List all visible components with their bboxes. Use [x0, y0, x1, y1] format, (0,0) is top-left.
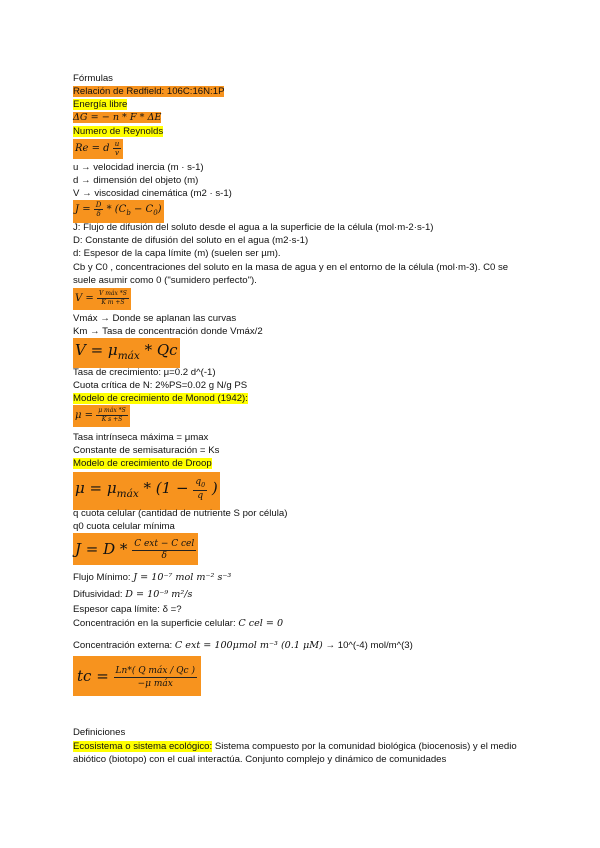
droop-eq-num: q [195, 476, 202, 487]
reynolds-eq-den: v [115, 149, 120, 157]
reynolds-eq-num: u [114, 140, 120, 148]
monod-eq-lhs: μ = [75, 410, 94, 421]
flux-var-j: J: Flujo de difusión del soluto desde el agua a la superficie de la célula (mol·m-2·s-1) [73, 222, 434, 233]
reynolds-var-d: d → dimensión del objeto (m) [73, 175, 199, 186]
michaelis-menten-equation [73, 288, 533, 310]
tc-eq-lhs: tc = [77, 667, 109, 685]
min-flux [73, 572, 533, 584]
droop-eq-num-sub: 0 [201, 481, 206, 489]
free-energy-label: Energía libre [73, 99, 128, 110]
reynolds-var-u: u → velocidad inercia (m · s-1) [73, 162, 204, 173]
droop-eq-den: q [197, 491, 204, 502]
droop-equation [73, 472, 533, 510]
mm-eq-den: K m +S [101, 299, 125, 306]
free-energy-equation: ΔG = − n * F * ΔE [73, 112, 162, 123]
flux-var-d-const: D: Constante de difusión del soluto en el agua (m2·s-1) [73, 235, 309, 246]
cb-c0-definition: Cb y C0 , concentraciones del soluto en la masa de agua y en el entorno de la célula (mol·m-3). C0 se suele asumir como 0 ("sumidero perfecto"). [73, 262, 509, 286]
min-flux-label: Flujo Mínimo: [73, 572, 131, 583]
monod-equation [73, 405, 533, 427]
heading-formulas: Fórmulas [73, 73, 113, 84]
intrinsic-rate: Tasa intrínseca máxima = μmax [73, 432, 209, 443]
ecosystem-label: Ecosistema o sistema ecológico: [73, 741, 213, 752]
flux-eq-rhs: * (C [106, 204, 127, 215]
external-concentration [73, 640, 533, 652]
flux-eq-den: δ [96, 210, 101, 218]
j-eq-den: δ [161, 550, 167, 561]
tc-eq-den: −μ máx [137, 678, 173, 689]
v-mu-eq-lhs: V = μ [75, 341, 118, 359]
flux-eq-num: D [95, 201, 102, 209]
droop-eq-mid: * (1 − [143, 479, 189, 497]
reynolds-eq-lhs: Re = d [75, 143, 110, 154]
v-mu-equation [73, 338, 533, 368]
diffusivity [73, 589, 533, 601]
min-flux-eq: J = 10⁻⁷ mol m⁻² s⁻³ [133, 572, 232, 583]
j-eq-num: C ext − C cel [134, 538, 195, 549]
q0-definition: q0 cuota celular mínima [73, 521, 175, 532]
v-mu-eq-rest: * Qc [144, 341, 178, 359]
mm-eq-lhs: V = [75, 293, 94, 304]
flux-equation [73, 200, 533, 223]
heading-definitions: Definiciones [73, 727, 126, 738]
flux-var-d-thickness: d: Espesor de la capa límite (m) (suelen ser µm). [73, 248, 281, 259]
semisaturation-constant: Constante de semisaturación = Ks [73, 445, 220, 456]
mm-eq-num: V máx *S [98, 290, 127, 297]
droop-eq-lhs: μ = μ [75, 479, 117, 497]
tc-equation [73, 656, 533, 696]
critical-quota: Cuota crítica de N: 2%PS=0.02 g N/g PS [73, 380, 248, 391]
tc-eq-num: Ln*( Q máx / Qc ) [115, 665, 195, 676]
boundary-layer: Espesor capa límite: δ =? [73, 604, 182, 615]
monod-eq-den: K s +S [101, 416, 123, 423]
ecosystem-definition [73, 740, 528, 766]
diffusivity-label: Difusividad: [73, 589, 123, 600]
j-diffusion-equation [73, 533, 533, 565]
ecosystem-text: Sistema compuesto por la comunidad biológica (biocenosis) y el medio abiótico (biotopo) con el cual interactúa. Conjunto complejo y dinámico de comunidades [73, 741, 517, 765]
km-definition: Km → Tasa de concentración donde Vmáx/2 [73, 326, 263, 337]
diffusivity-eq: D = 10⁻⁹ m²/s [125, 589, 193, 600]
v-mu-eq-sub: máx [117, 350, 140, 362]
flux-eq-mid: − C [130, 204, 154, 215]
external-conc-eq: C ext = 100μmol m⁻³ (0.1 μM) [174, 640, 323, 651]
growth-rate: Tasa de crecimiento: μ=0.2 d^(-1) [73, 367, 216, 378]
monod-label: Modelo de crecimiento de Monod (1942): [73, 393, 248, 404]
flux-eq-end: ) [157, 204, 162, 215]
surface-conc-label: Concentración en la superficie celular: [73, 618, 236, 629]
reynolds-equation [73, 139, 533, 159]
vmax-definition: Vmáx → Donde se aplanan las curvas [73, 313, 237, 324]
monod-eq-num: μ máx *S [98, 407, 126, 414]
external-conc-tail: → 10^(-4) mol/m^(3) [325, 640, 413, 651]
flux-eq-sub2: 0 [153, 209, 158, 217]
j-eq-lhs: J = D * [75, 540, 128, 558]
redfield-ratio: Relación de Redfield: 106C:16N:1P [73, 86, 225, 97]
surface-conc-eq: C cel = 0 [238, 618, 284, 629]
flux-eq-sub1: b [126, 209, 131, 217]
flux-eq-lhs: J = [75, 204, 91, 215]
reynolds-var-v: V → viscosidad cinemática (m2 · s-1) [73, 188, 232, 199]
q-definition: q cuota celular (cantidad de nutriente S por célula) [73, 508, 288, 519]
reynolds-label: Numero de Reynolds [73, 126, 164, 137]
droop-eq-end: ) [211, 479, 218, 497]
droop-label: Modelo de crecimiento de Droop [73, 458, 212, 469]
surface-concentration [73, 618, 533, 630]
droop-eq-sub: máx [116, 488, 139, 500]
external-conc-label: Concentración externa: [73, 640, 173, 651]
